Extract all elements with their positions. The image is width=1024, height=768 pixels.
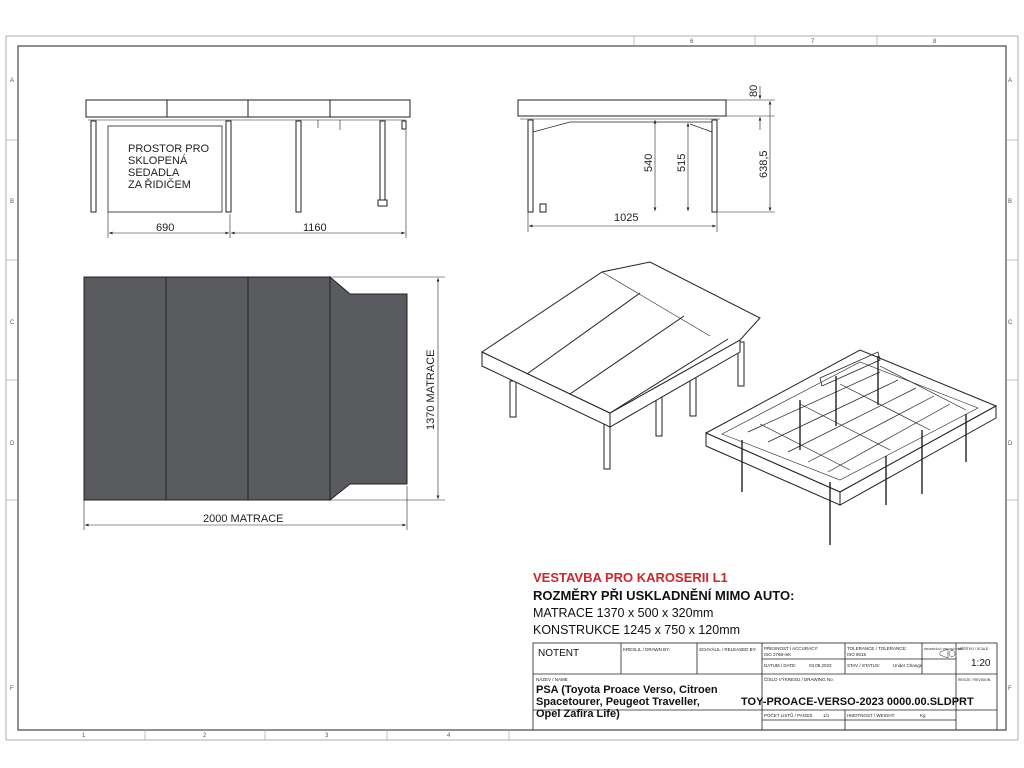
- side-view: [518, 100, 726, 212]
- side-dim-638: 638,5: [758, 150, 770, 178]
- tb-name-label: NÁZEV / NAME: [536, 677, 568, 682]
- title-red: VESTAVBA PRO KAROSERII L1: [533, 570, 728, 585]
- front-note-line3: SEDADLA: [128, 167, 180, 179]
- zone-bottom-1: 1: [82, 733, 86, 739]
- zone-top-8: 8: [933, 39, 937, 45]
- zone-left-f: F: [10, 686, 14, 692]
- top-dim-1370: 1370 MATRACE: [425, 349, 437, 430]
- tb-projection-label: PROMÍTÁNÍ / PROJECTION: [924, 647, 963, 651]
- tb-drawn-by: KRESLIL / DRAWN BY:: [623, 647, 671, 652]
- iso-view-frame: [706, 350, 996, 545]
- tb-weight-value: Kg: [920, 713, 926, 718]
- spec-mattress: MATRACE 1370 x 500 x 320mm: [533, 606, 714, 620]
- front-dim-690: 690: [156, 222, 175, 234]
- title-black: ROZMĚRY PŘI USKLADNĚNÍ MIMO AUTO:: [533, 588, 795, 603]
- zone-left-b: B: [10, 199, 15, 205]
- tb-name-line1: PSA (Toyota Proace Verso, Citroen: [536, 684, 718, 696]
- top-view-mattress: [84, 277, 407, 500]
- tb-scale-value: 1:20: [971, 658, 991, 669]
- tb-status-label: STAV / STATUS:: [847, 663, 881, 668]
- tb-accuracy-label: PŘESNOST / ACCURACY:: [764, 646, 819, 651]
- tb-date-value: 03.09.2023: [809, 663, 832, 668]
- tb-name-line2: Spacetourer, Peugeot Traveller,: [536, 696, 700, 708]
- zone-right-b: B: [1008, 199, 1013, 205]
- spec-construction: KONSTRUKCE 1245 x 750 x 120mm: [533, 623, 741, 637]
- zone-right-d: D: [1008, 441, 1013, 447]
- zone-right-a: A: [1008, 78, 1013, 84]
- tb-name-line3: Opel Zafira Life): [536, 708, 620, 720]
- tb-pages-label: POČET LISTŮ / PAGES: [764, 713, 813, 718]
- top-dim-2000: 2000 MATRACE: [203, 513, 284, 525]
- tb-pages-value: 1/1: [823, 713, 830, 718]
- tb-weight-label: HMOTNOST / WEIGHT:: [847, 713, 896, 718]
- tb-drawing-no-label: ČÍSLO VÝKRESU / DRAWING No.: [764, 677, 834, 682]
- front-note-line4: ZA ŘIDIČEM: [128, 179, 191, 191]
- tb-revision-label: REVIZE / REVISION: [958, 678, 991, 682]
- zone-right-f: F: [1008, 686, 1012, 692]
- tb-scale-label: MĚŘÍTKO / SCALE: [958, 647, 989, 651]
- tb-date-label: DATUM / DATE:: [764, 663, 797, 668]
- tb-tolerance-value: ISO 8015: [847, 652, 867, 657]
- tb-notent: NOTENT: [538, 648, 580, 659]
- tb-drawing-no: TOY-PROACE-VERSO-2023 0000.00.SLDPRT: [741, 696, 974, 708]
- zone-bottom-3: 3: [325, 733, 329, 739]
- zone-right-c: C: [1008, 320, 1013, 326]
- tb-status-value: Under Change: [893, 663, 923, 668]
- zone-top-7: 7: [811, 39, 815, 45]
- side-dim-540: 540: [643, 153, 655, 172]
- tb-accuracy-value: ISO 2768-mK: [764, 652, 792, 657]
- front-note-line1: PROSTOR PRO: [128, 143, 210, 155]
- zone-bottom-2: 2: [203, 733, 207, 739]
- front-note-line2: SKLOPENÁ: [128, 155, 188, 167]
- zone-bottom-4: 4: [447, 733, 451, 739]
- tb-tolerance-label: TOLERANCE / TOLERANCE:: [847, 646, 907, 651]
- zone-left-d: D: [10, 441, 15, 447]
- front-dim-1160: 1160: [303, 222, 327, 234]
- zone-top-6: 6: [690, 39, 694, 45]
- side-dim-515: 515: [676, 153, 688, 172]
- side-dim-80: 80: [748, 84, 760, 97]
- zone-left-a: A: [10, 78, 15, 84]
- side-dim-1025: 1025: [614, 212, 639, 224]
- zone-left-c: C: [10, 320, 15, 326]
- tb-released-by: SCHVÁLIL / RELEASED BY:: [699, 647, 757, 652]
